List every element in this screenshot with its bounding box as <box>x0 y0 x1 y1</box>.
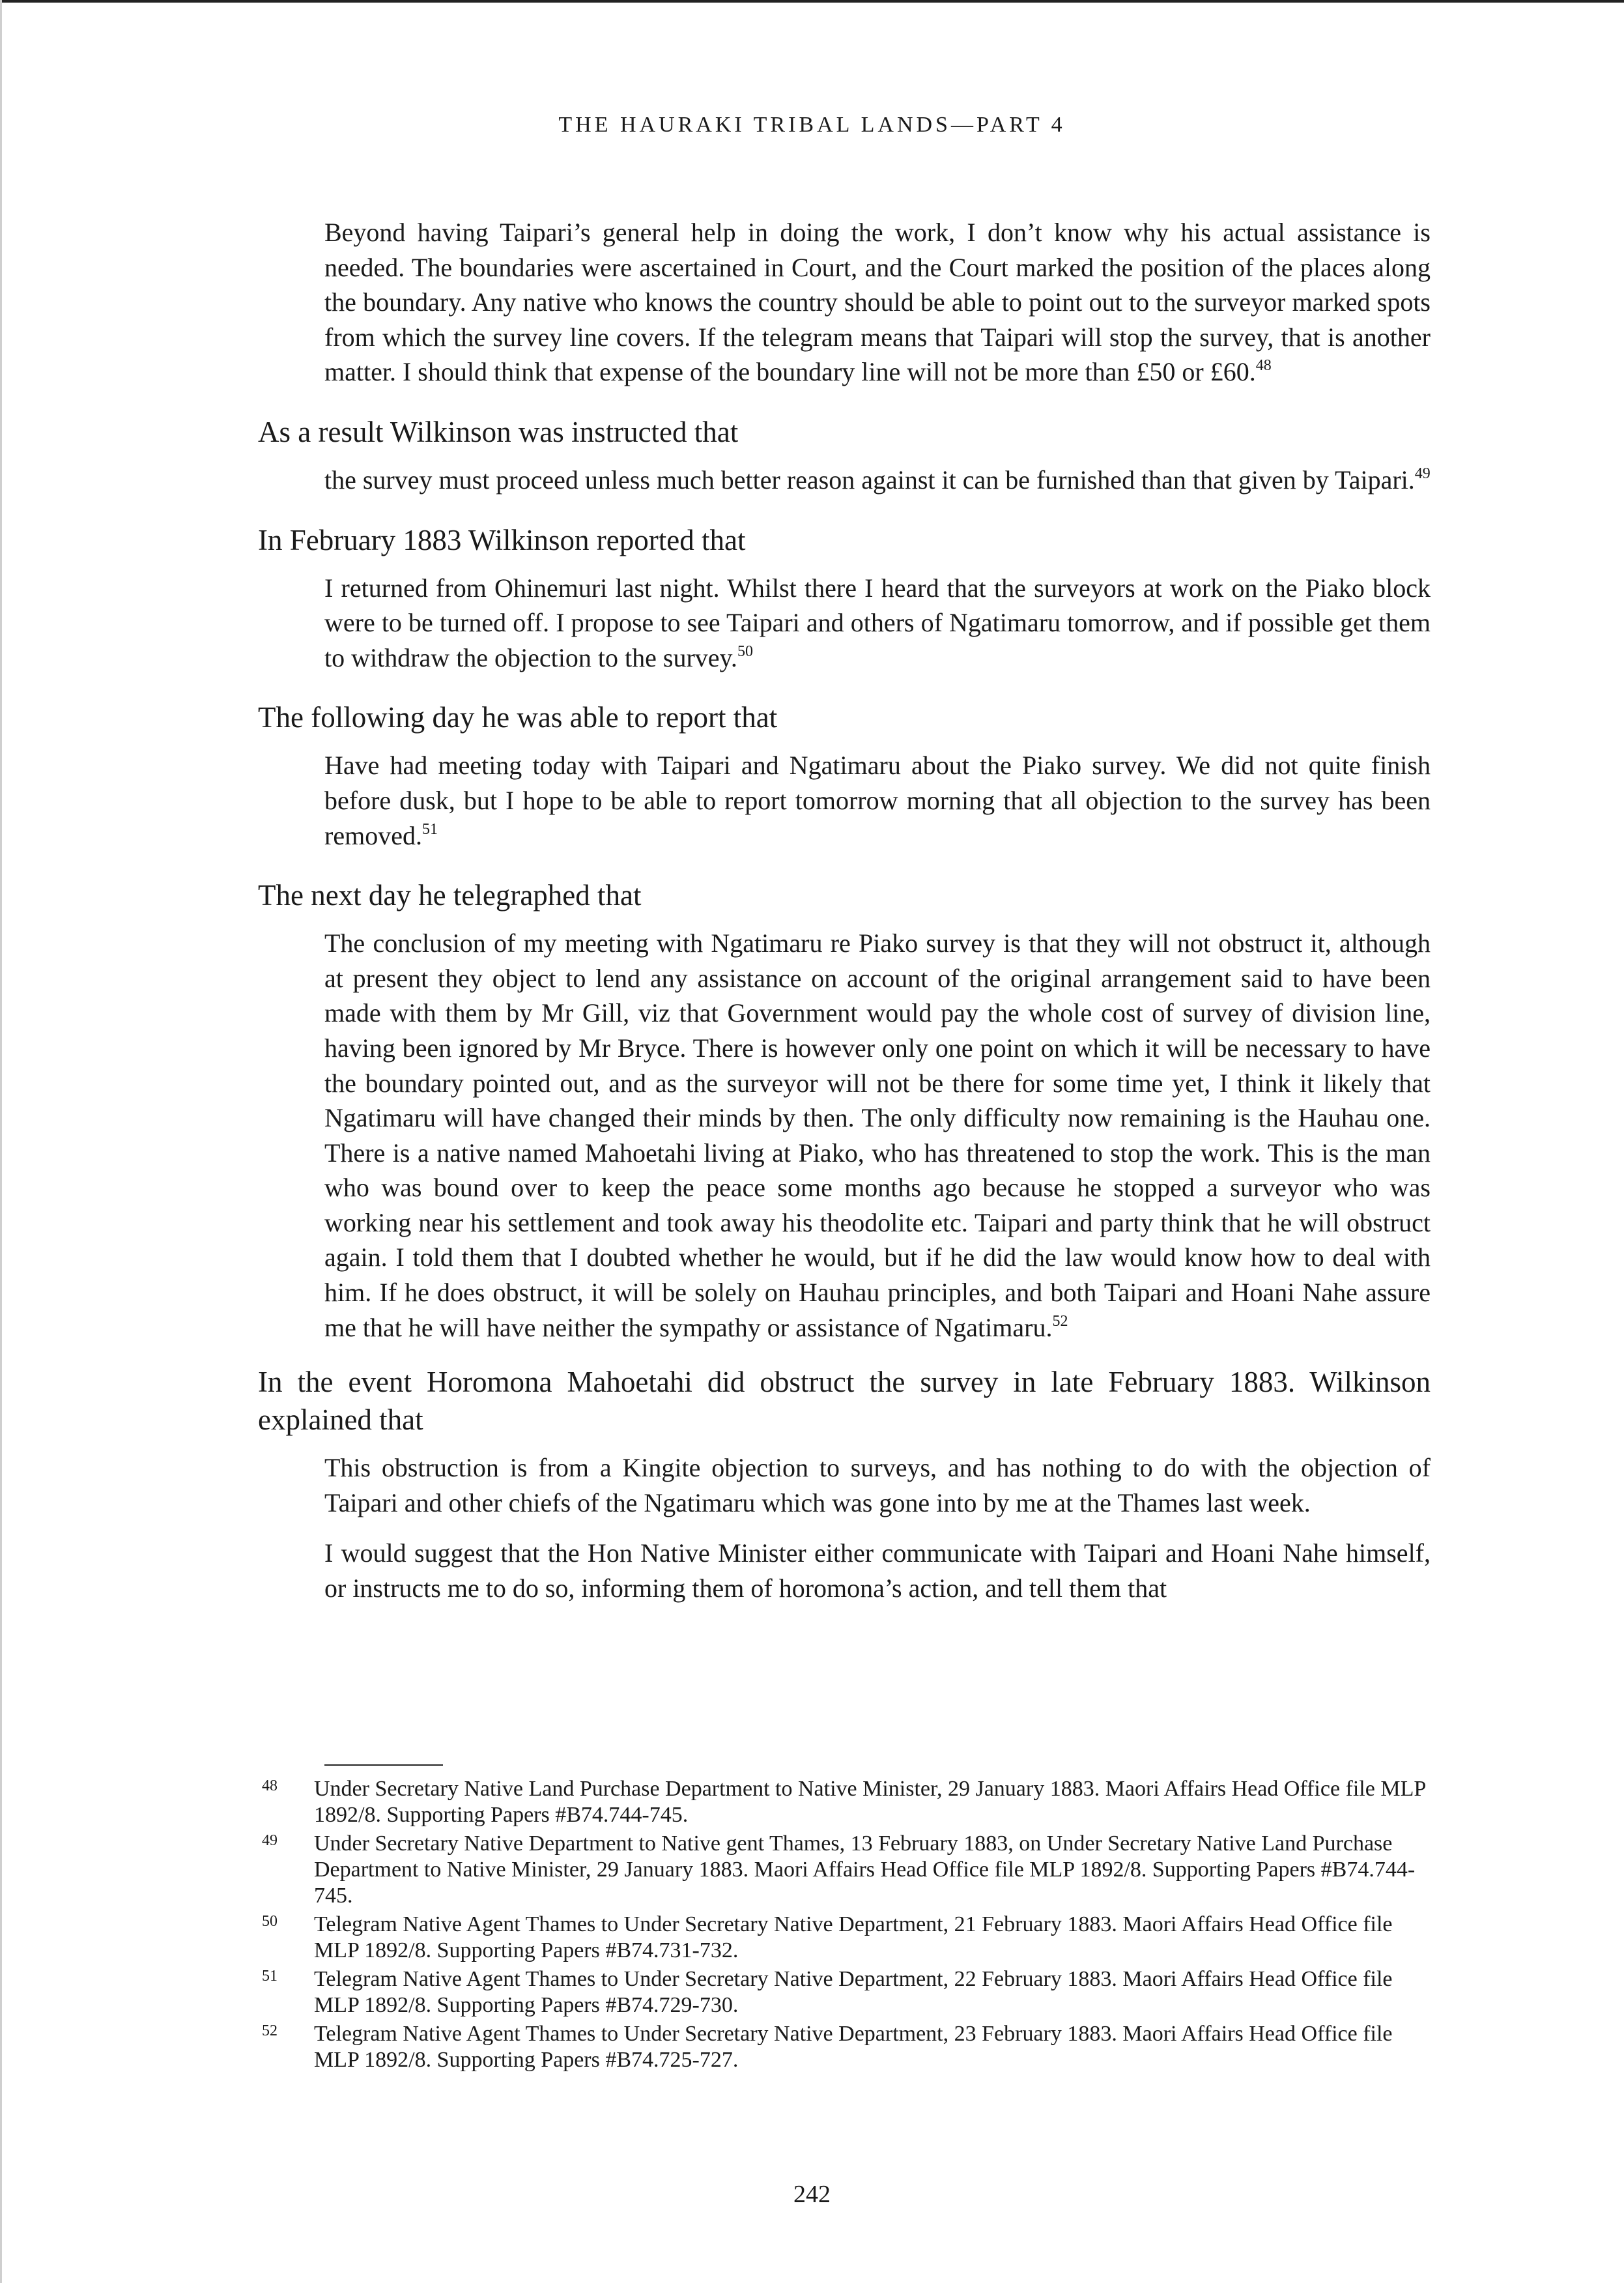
footnote-ref[interactable]: 51 <box>421 820 438 838</box>
footnote-ref[interactable]: 48 <box>1255 357 1272 375</box>
block-quote: I would suggest that the Hon Native Minister either communicate with Taipari and Hoani Nahe himself, or instructs me to do so, informing them of horomona’s action, and tell them that <box>324 1538 1431 1603</box>
footnote-number: 48 <box>262 1777 278 1794</box>
body-paragraph: In February 1883 Wilkinson reported that <box>258 523 746 556</box>
footnote-ref[interactable]: 49 <box>1414 465 1431 482</box>
footnote-number: 51 <box>262 1968 278 1985</box>
body-paragraph: The next day he telegraphed that <box>258 879 642 912</box>
footnote-text: Telegram Native Agent Thames to Under Secretary Native Department, 22 February 1883. Maori Affairs Head Office file MLP 1892/8. Supporting Papers #B74.729-730. <box>314 1967 1393 2017</box>
footnote <box>258 1831 1431 1909</box>
footnote-number: 52 <box>262 2022 278 2039</box>
body-paragraph: As a result Wilkinson was instructed that <box>258 415 739 448</box>
footnote-number: 50 <box>262 1913 278 1930</box>
left-scan-edge <box>0 0 2 2283</box>
footnote-text: Telegram Native Agent Thames to Under Secretary Native Department, 23 February 1883. Maori Affairs Head Office file MLP 1892/8. Supporting Papers #B74.725-727. <box>314 2022 1393 2072</box>
footnotes <box>258 1776 1431 2076</box>
block-quote: This obstruction is from a Kingite objection to surveys, and has nothing to do with the objection of Taipari and other chiefs of the Ngatimaru which was gone into by me at the Thames last week. <box>324 1453 1431 1517</box>
footnote-separator <box>324 1764 443 1766</box>
top-scan-border <box>0 0 1624 3</box>
footnote-number: 49 <box>262 1832 278 1849</box>
footnote-text: Telegram Native Agent Thames to Under Secretary Native Department, 21 February 1883. Maori Affairs Head Office file MLP 1892/8. Supporting Papers #B74.731-732. <box>314 1912 1393 1962</box>
body-text <box>258 215 1431 1606</box>
block-quote: The conclusion of my meeting with Ngatimaru re Piako survey is that they will not obstruct it, although at present they object to lend any assistance on account of the original arrangement said to have been made with them by Mr Gill, viz that Government would pay the whole cost of survey of division line, having been ignored by Mr Bryce. There is however only one point on which it will be necessary to have the boundary pointed out, and as the surveyor will not be there for some time yet, I think it likely that Ngatimaru will have changed their minds by then. The only difficulty now remaining is the Hauhau one. There is a native named Mahoetahi living at Piako, who has threatened to stop the work. This is the man who was bound over to keep the peace some months ago because he stopped a surveyor who was working near his settlement and took away his theodolite etc. Taipari and party think that he will obstruct again. I told them that I doubted whether he would, but if he did the law would know how to deal with him. If he does obstruct, it will be solely on Hauhau principles, and both Taipari and Hoani Nahe assure me that he will have neither the sympathy or assistance of Ngatimaru.$^{52}$ <box>324 928 1431 1342</box>
footnote <box>258 1776 1431 1828</box>
block-quote: I returned from Ohinemuri last night. Whilst there I heard that the surveyors at work on the Piako block were to be turned off. I propose to see Taipari and others of Ngatimaru tomorrow, and if possible get them to withdraw the objection to the survey.$^{50}$ <box>324 573 1431 672</box>
body-paragraph: In the event Horomona Mahoetahi did obstruct the survey in late February 1883. Wilkinson explained that <box>258 1366 1431 1437</box>
running-head: THE HAURAKI TRIBAL LANDS—PART 4 <box>558 113 1066 137</box>
footnote <box>258 1966 1431 2018</box>
block-quote: Have had meeting today with Taipari and Ngatimaru about the Piako survey. We did not quite finish before dusk, but I hope to be able to report tomorrow morning that all objection to the survey has been removed.$^{51}$ <box>324 751 1431 850</box>
footnote-text: Under Secretary Native Department to Native gent Thames, 13 February 1883, on Under Secretary Native Land Purchase Department to Native Minister, 29 January 1883. Maori Affairs Head Office file MLP 1892/8. Supporting Papers #B74.744-745. <box>314 1831 1416 1908</box>
page-number: 242 <box>793 2181 831 2208</box>
block-quote: the survey must proceed unless much better reason against it can be furnished than that given by Taipari.$^{49}$ <box>324 465 1431 495</box>
footnote <box>258 1912 1431 1964</box>
footnote-ref[interactable]: 52 <box>1052 1312 1068 1330</box>
body-paragraph: The following day he was able to report that <box>258 701 778 734</box>
footnote-ref[interactable]: 50 <box>737 642 753 660</box>
footnote-text: Under Secretary Native Land Purchase Department to Native Minister, 29 January 1883. Maori Affairs Head Office file MLP 1892/8. Supporting Papers #B74.744-745. <box>314 1777 1425 1827</box>
block-quote: Beyond having Taipari’s general help in doing the work, I don’t know why his actual assistance is needed. The boundaries were ascertained in Court, and the Court marked the position of the places along the boundary. Any native who knows the country should be able to point out to the surveyor marked spots from which the survey line covers. If the telegram means that Taipari will stop the survey, that is another matter. I should think that expense of the boundary line will not be more than £50 or £60.48 <box>324 218 1431 387</box>
footnote <box>258 2021 1431 2073</box>
